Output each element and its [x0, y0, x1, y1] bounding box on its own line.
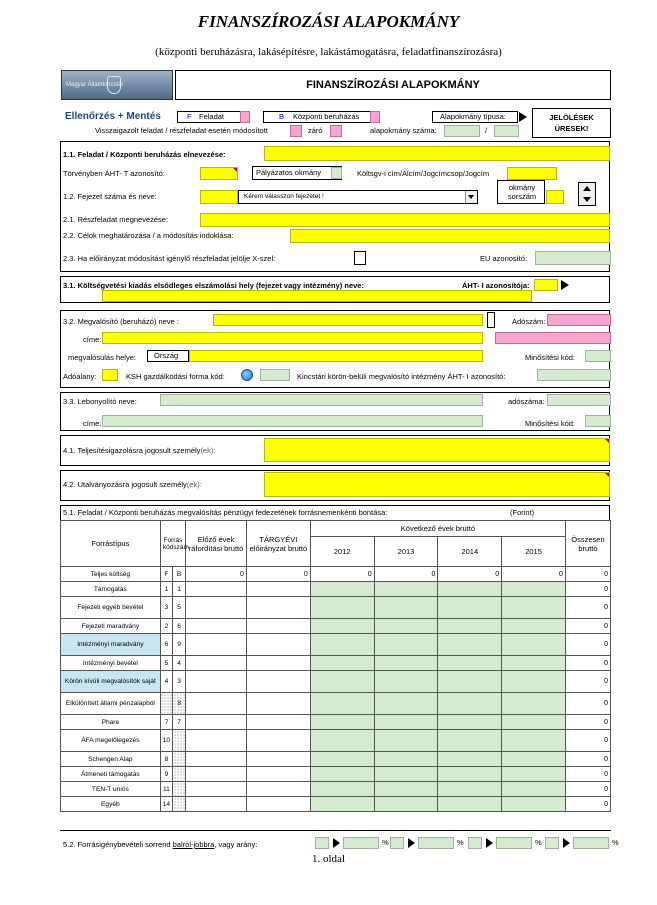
label-5-2-c: , vagy arány:: [214, 840, 258, 849]
tipus-arrow-icon[interactable]: [518, 112, 530, 122]
arrow-right-icon: [333, 838, 340, 848]
ksh-label: KSH gazdálkodási forma kód:: [126, 372, 225, 381]
okmany-sorszam-field[interactable]: [546, 190, 564, 204]
cell-targyevi[interactable]: [246, 619, 310, 634]
section-5-2-line: [60, 830, 611, 831]
fejezet-szam-field[interactable]: [200, 190, 238, 204]
order-field[interactable]: [390, 837, 404, 849]
row-name: Elkülönített állami pénzalapból: [61, 693, 161, 715]
cell-2015[interactable]: [502, 782, 566, 797]
row-b-code: 7: [173, 715, 186, 730]
col-year-2015: 2015: [502, 537, 566, 567]
cell-targyevi[interactable]: [246, 730, 310, 752]
row-b-code: 8: [173, 693, 186, 715]
cell-elozo[interactable]: [186, 767, 247, 782]
order-field[interactable]: [468, 837, 482, 849]
cell-osszesen: 0: [565, 597, 610, 619]
koltsegvetesi-label: Költsgv-i cím/Alcím/Jogcímcsop/Jogcím: [357, 169, 490, 178]
sorszam-spinner[interactable]: [578, 182, 596, 206]
col-year-2012: 2012: [310, 537, 374, 567]
cell-osszesen: 0: [565, 693, 610, 715]
cell-2013[interactable]: [374, 767, 438, 782]
alapokmany-szam-field-2[interactable]: [494, 125, 519, 137]
row-b-code: 5: [173, 597, 186, 619]
cime2-label: címe:: [83, 419, 102, 428]
table-row: [61, 656, 611, 671]
x-szel-checkbox[interactable]: [354, 251, 366, 265]
cell-2015[interactable]: [502, 597, 566, 619]
logo-text: Magyar Államkincstár: [66, 82, 124, 88]
zaro-label: záró: [308, 126, 323, 135]
cell-2012[interactable]: [310, 582, 374, 597]
row-name: TEN-T uniós: [61, 782, 161, 797]
spin-down-icon[interactable]: [583, 197, 591, 202]
label-2-1: 2.1. Részfeladat megnevezése:: [63, 215, 169, 224]
row-name: Intézményi bevétel: [61, 656, 161, 671]
arrow-right-icon: [408, 838, 415, 848]
row-name: Phare: [61, 715, 161, 730]
row-f-code: F: [160, 567, 172, 582]
zaro-checkbox[interactable]: [330, 125, 342, 137]
table-row: [61, 752, 611, 767]
minositesi-field[interactable]: [585, 350, 611, 362]
row-b-code: 1: [173, 582, 186, 597]
row-name: Átmeneti támogatás: [61, 767, 161, 782]
label-4-1-a: 4.1. Teljesítésigazolásra jogosult személy: [63, 446, 201, 455]
jogcim-field[interactable]: [507, 167, 557, 180]
utalvanyozas-field[interactable]: [264, 472, 610, 497]
cell-2013[interactable]: [374, 752, 438, 767]
f-checkbox[interactable]: [240, 111, 250, 123]
cell-2012[interactable]: [310, 782, 374, 797]
szama-label: alapokmány száma:: [370, 126, 437, 135]
cell-2013[interactable]: [374, 634, 438, 656]
cell-2014[interactable]: [438, 671, 502, 693]
cell-elozo[interactable]: [186, 656, 247, 671]
percent-label: %: [382, 838, 389, 847]
cell-osszesen: 0: [565, 752, 610, 767]
row-b-code: [173, 797, 186, 812]
orszag-label: Ország: [154, 351, 179, 360]
cell-osszesen: 0: [565, 582, 610, 597]
page-title: FINANSZÍROZÁSI ALAPOKMÁNY: [197, 12, 460, 31]
teljesites-field[interactable]: [264, 438, 610, 462]
table-row: [61, 634, 611, 656]
cell-2013[interactable]: [374, 656, 438, 671]
modositott-checkbox[interactable]: [290, 125, 302, 137]
celok-field[interactable]: [290, 229, 610, 243]
cell-2014[interactable]: [438, 597, 502, 619]
table-row: [61, 730, 611, 752]
table-row: [61, 715, 611, 730]
row-b-code: 6: [173, 619, 186, 634]
cell-2012[interactable]: [310, 767, 374, 782]
cell-elozo[interactable]: [186, 797, 247, 812]
form-title: FINANSZÍROZÁSI ALAPOKMÁNY: [175, 70, 611, 100]
row-f-code: 8: [160, 752, 172, 767]
slash-label: /: [485, 126, 488, 135]
ksh-field[interactable]: [260, 369, 290, 381]
adoszam-field[interactable]: [547, 314, 611, 326]
row-b-code: 9: [173, 634, 186, 656]
helye-field[interactable]: [189, 350, 483, 362]
cell-elozo: 0: [186, 567, 247, 582]
ratio-field[interactable]: [573, 837, 609, 849]
cell-2015[interactable]: [502, 582, 566, 597]
elszamolasi-hely-field[interactable]: [102, 290, 532, 302]
table-row: [61, 671, 611, 693]
cell-targyevi[interactable]: [246, 715, 310, 730]
ratio-field[interactable]: [418, 837, 454, 849]
cell-2012: 0: [310, 567, 374, 582]
row-f-code: 7: [160, 715, 172, 730]
cell-targyevi[interactable]: [246, 797, 310, 812]
cell-2015[interactable]: [502, 634, 566, 656]
reszfeladat-field[interactable]: [200, 213, 610, 227]
label-4-2-a: 4.2. Utalványozásra jogosult személy: [63, 480, 187, 489]
cell-2012[interactable]: [310, 619, 374, 634]
cell-2012[interactable]: [310, 693, 374, 715]
col-year-2014: 2014: [438, 537, 502, 567]
percent-label: %: [457, 838, 464, 847]
cell-elozo[interactable]: [186, 582, 247, 597]
cell-2014[interactable]: [438, 752, 502, 767]
label-2-2: 2.2. Célok meghatározása / a módosítás indoklása:: [63, 231, 234, 240]
alapokmany-szam-field[interactable]: [444, 125, 480, 137]
b-text: Központi beruházás: [293, 112, 360, 121]
row-name: Teljes költség: [61, 567, 161, 582]
cell-2012[interactable]: [310, 671, 374, 693]
cell-2013[interactable]: [374, 597, 438, 619]
order-field[interactable]: [315, 837, 329, 849]
cell-2014: 0: [438, 567, 502, 582]
cell-2015: 0: [502, 567, 566, 582]
cell-targyevi[interactable]: [246, 782, 310, 797]
row-b-code: 3: [173, 671, 186, 693]
cell-targyevi: 0: [246, 567, 310, 582]
cell-2012[interactable]: [310, 656, 374, 671]
label-1-2: 1.2. Fejezet száma és neve:: [63, 192, 157, 201]
label-1-1: 1.1. Feladat / Központi beruházás elnevezése:: [63, 150, 226, 159]
cell-2013[interactable]: [374, 671, 438, 693]
table-row: [61, 693, 611, 715]
cell-targyevi[interactable]: [246, 582, 310, 597]
adoalany-field[interactable]: [102, 369, 118, 381]
cell-2012[interactable]: [310, 797, 374, 812]
cell-2013[interactable]: [374, 782, 438, 797]
helye-label: megvalósulás helye:: [68, 353, 136, 362]
cell-2015[interactable]: [502, 619, 566, 634]
cell-2014[interactable]: [438, 656, 502, 671]
row-b-code: B: [173, 567, 186, 582]
label-5-2-b: balról-jobbra: [172, 840, 215, 849]
row-name: Körön kívüli megvalósítók saját: [61, 671, 161, 693]
table-row: [61, 619, 611, 634]
cell-targyevi[interactable]: [246, 752, 310, 767]
cell-osszesen: 0: [565, 730, 610, 752]
row-f-code: 14: [160, 797, 172, 812]
cime-label: címe:: [83, 335, 102, 344]
row-name: ÁFA megelőlegezés: [61, 730, 161, 752]
kincstari-field[interactable]: [537, 369, 611, 381]
cell-elozo[interactable]: [186, 752, 247, 767]
cell-2013[interactable]: [374, 619, 438, 634]
cell-2014[interactable]: [438, 634, 502, 656]
forint-label: (Forint): [510, 508, 535, 517]
row-f-code: 9: [160, 767, 172, 782]
cell-targyevi[interactable]: [246, 767, 310, 782]
cell-2014[interactable]: [438, 767, 502, 782]
col-elozo: Előző évek ráfordítási bruttó: [186, 521, 247, 567]
row-b-code: [173, 752, 186, 767]
cell-osszesen: 0: [565, 634, 610, 656]
aht-i-arrow-icon[interactable]: [561, 280, 569, 290]
percent-label: %: [612, 838, 619, 847]
lebonyolito-field[interactable]: [160, 394, 483, 406]
cell-osszesen: 0: [565, 782, 610, 797]
row-b-code: [173, 730, 186, 752]
minositesi-label: Minősítési kód:: [525, 353, 576, 362]
cell-2012[interactable]: [310, 730, 374, 752]
row-name: Schengen Alap: [61, 752, 161, 767]
cell-2015[interactable]: [502, 656, 566, 671]
row-f-code: 10: [160, 730, 172, 752]
adoalany-label: Adóalany:: [63, 372, 97, 381]
globe-icon[interactable]: [241, 369, 253, 381]
cell-osszesen: 0: [565, 715, 610, 730]
cell-2013: 0: [374, 567, 438, 582]
cell-targyevi[interactable]: [246, 693, 310, 715]
row-f-code: 2: [160, 619, 172, 634]
cell-elozo[interactable]: [186, 597, 247, 619]
arrow-right-icon: [486, 838, 493, 848]
table-body: [61, 567, 611, 812]
label-5-2: [63, 840, 257, 849]
cell-2015[interactable]: [502, 730, 566, 752]
row-b-code: 4: [173, 656, 186, 671]
jelolesek-status: JELÖLÉSEK ÜRESEK!: [532, 108, 611, 138]
table-row: [61, 782, 611, 797]
chevron-down-icon[interactable]: [465, 191, 477, 203]
page-footer: 1. oldal: [312, 853, 345, 865]
cell-elozo[interactable]: [186, 730, 247, 752]
cell-2015[interactable]: [502, 671, 566, 693]
cell-targyevi[interactable]: [246, 634, 310, 656]
check-save-button[interactable]: Ellenőrzés + Mentés: [65, 111, 161, 122]
label-4-2: [63, 480, 202, 489]
cell-2014[interactable]: [438, 582, 502, 597]
cell-2014[interactable]: [438, 782, 502, 797]
row-name: Támogatás: [61, 582, 161, 597]
col-targyevi: TÁRGYÉVI előirányzat bruttó: [246, 521, 310, 567]
table-row: [61, 582, 611, 597]
cell-targyevi[interactable]: [246, 671, 310, 693]
label-5-1: 5.1. Feladat / Központi beruházás megvalósítás pénzügyi fedezetének forrásnemenkénti bontása:: [63, 508, 388, 517]
table-row: [61, 797, 611, 812]
cell-2013[interactable]: [374, 693, 438, 715]
eu-label: EU azonosító:: [480, 254, 528, 263]
okmany-sorszam-label: okmány sorszám: [507, 183, 537, 201]
label-4-1: [63, 446, 215, 455]
cell-elozo[interactable]: [186, 782, 247, 797]
aht-i-label: ÁHT- I azonosítója:: [462, 281, 530, 290]
ratio-field[interactable]: [343, 837, 379, 849]
cell-2014[interactable]: [438, 693, 502, 715]
cell-osszesen: 0: [565, 567, 610, 582]
fejezet-select-value: Kérem válasszon fejezetet !: [244, 193, 324, 200]
cell-elozo[interactable]: [186, 671, 247, 693]
cell-elozo[interactable]: [186, 634, 247, 656]
col-year-2013: 2013: [374, 537, 438, 567]
percent-label: %: [535, 838, 542, 847]
cell-elozo[interactable]: [186, 715, 247, 730]
order-field[interactable]: [545, 837, 559, 849]
cell-elozo[interactable]: [186, 693, 247, 715]
cell-2012[interactable]: [310, 634, 374, 656]
cell-osszesen: 0: [565, 767, 610, 782]
cell-2013[interactable]: [374, 797, 438, 812]
tipus-label: Alapokmány típusa:: [440, 112, 506, 121]
arrow-right-icon: [563, 838, 570, 848]
cime-field[interactable]: [102, 332, 483, 344]
cime2-field[interactable]: [102, 415, 483, 427]
label-4-2-b: (ek):: [186, 480, 202, 489]
cell-2012[interactable]: [310, 715, 374, 730]
f-text: Feladat: [199, 112, 225, 121]
col-kovetkezo: Következő évek bruttó: [310, 521, 565, 537]
cell-elozo[interactable]: [186, 619, 247, 634]
palyazatos-checkbox[interactable]: [331, 167, 342, 179]
palyazatos-label: Pályázatos okmány: [256, 168, 322, 177]
row-f-code: 1: [160, 582, 172, 597]
aht-i-field[interactable]: [534, 279, 558, 291]
cell-2015[interactable]: [502, 797, 566, 812]
label-3-3: 3.3. Lebonyolító neve:: [63, 397, 137, 406]
cell-2015[interactable]: [502, 693, 566, 715]
megvalosito-field[interactable]: [213, 314, 483, 326]
cell-2013[interactable]: [374, 582, 438, 597]
row-f-code: 11: [160, 782, 172, 797]
cell-osszesen: 0: [565, 619, 610, 634]
col-osszesen: Összesen bruttó: [565, 521, 610, 567]
cell-2014[interactable]: [438, 730, 502, 752]
ratio-field[interactable]: [496, 837, 532, 849]
spin-up-icon[interactable]: [583, 186, 591, 191]
label-3-1: 3.1. Költségvetési kiadás elsődleges elszámolási hely (fejezet vagy intézmény) neve:: [63, 281, 364, 290]
cell-osszesen: 0: [565, 656, 610, 671]
table-row: [61, 597, 611, 619]
cell-2013[interactable]: [374, 730, 438, 752]
cell-2015[interactable]: [502, 715, 566, 730]
label-5-2-a: 5.2. Forrásigénybevételi sorrend: [63, 840, 173, 849]
kincstari-label: Kincstári körön-belüli megvalósító intézmény ÁHT- I azonosító:: [297, 372, 506, 381]
cell-2014[interactable]: [438, 797, 502, 812]
page-subtitle: (központi beruházásra, lakásépítésre, lakástámogatásra, feladatfinanszírozásra): [155, 46, 502, 58]
financing-table: [60, 520, 611, 812]
cell-2014[interactable]: [438, 715, 502, 730]
cell-2014[interactable]: [438, 619, 502, 634]
row-name: Egyéb: [61, 797, 161, 812]
fejezet-select[interactable]: [238, 190, 478, 204]
minositesi2-field[interactable]: [585, 415, 611, 427]
cell-targyevi[interactable]: [246, 597, 310, 619]
b-checkbox[interactable]: [370, 111, 380, 123]
table-row: [61, 767, 611, 782]
adoszam2-label: adószáma:: [508, 397, 545, 406]
row-name: Fejezeti maradvány: [61, 619, 161, 634]
row-f-code: 5: [160, 656, 172, 671]
cell-osszesen: 0: [565, 797, 610, 812]
minositesi2-label: Minősítési kód:: [525, 419, 576, 428]
row-b-code: [173, 767, 186, 782]
row-f-code: 3: [160, 597, 172, 619]
feladat-elnevezes-field[interactable]: [264, 146, 610, 161]
adoszam-box: [487, 312, 495, 328]
adoszam2-field[interactable]: [547, 394, 611, 406]
aht-t-label: Törvényben ÁHT- T azonosító:: [63, 169, 165, 178]
modositott-label: Visszaigazolt feladat / részfeladat esetén módosított: [95, 126, 268, 135]
eu-azonosito-field[interactable]: [535, 251, 611, 265]
cime-pink-field[interactable]: [495, 332, 611, 344]
adoszam-label: Adószám:: [512, 317, 546, 326]
aht-t-field[interactable]: [200, 167, 238, 180]
row-name: Intézményi maradvány: [61, 634, 161, 656]
cell-2012[interactable]: [310, 752, 374, 767]
cell-osszesen: 0: [565, 671, 610, 693]
b-label: B: [279, 112, 285, 121]
row-b-code: [173, 782, 186, 797]
logo: [61, 70, 173, 100]
table-row: [61, 567, 611, 582]
cell-2012[interactable]: [310, 597, 374, 619]
row-f-code: 4: [160, 671, 172, 693]
col-kodszam: Forrás kódszám: [160, 521, 185, 567]
cell-2015[interactable]: [502, 752, 566, 767]
cell-2013[interactable]: [374, 715, 438, 730]
cell-targyevi[interactable]: [246, 656, 310, 671]
label-2-3: 2.3. Ha előirányzat módosítást igénylő részfeladat jelölje X-szel:: [63, 254, 276, 263]
row-f-code: [160, 693, 172, 715]
label-3-2: 3.2. Megvalósító (beruházó) neve :: [63, 317, 179, 326]
label-4-1-b: (ek):: [200, 446, 216, 455]
row-name: Fejezeti egyéb bevétel: [61, 597, 161, 619]
cell-2015[interactable]: [502, 767, 566, 782]
f-label: F: [187, 112, 192, 121]
col-forrastipus: Forrástípus: [61, 521, 161, 567]
row-f-code: 6: [160, 634, 172, 656]
